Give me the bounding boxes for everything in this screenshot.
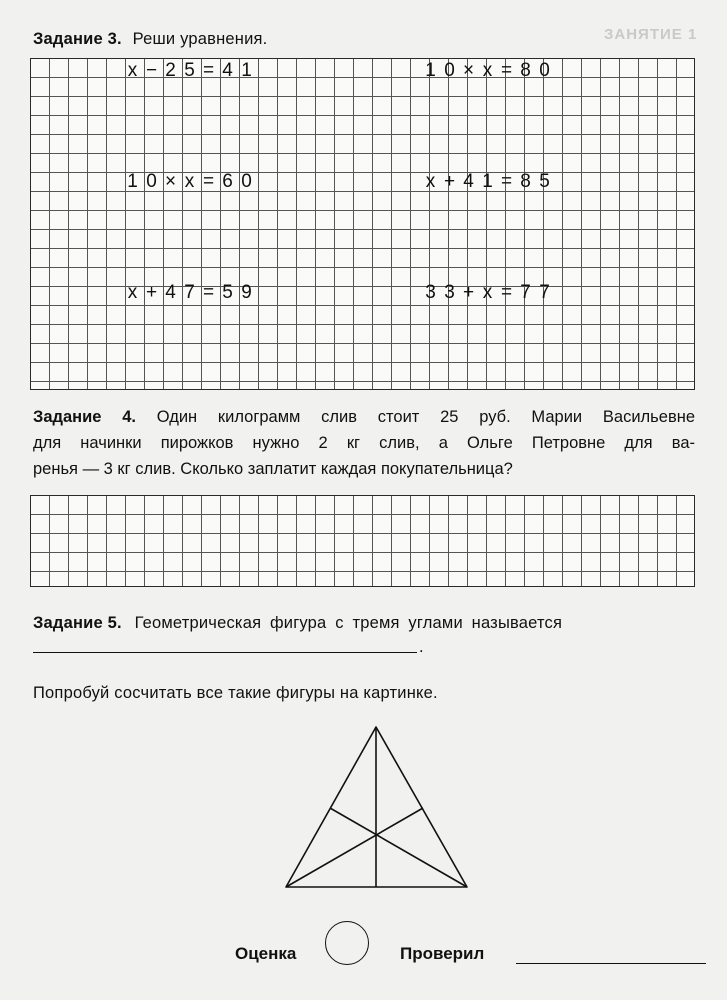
task4-line2: для начинки пирожков нужно 2 кг слив, а Ольге Петровне для ва- xyxy=(33,434,695,452)
equation-char: 9 xyxy=(241,282,252,303)
equation-char: = xyxy=(500,282,513,303)
checked-label: Проверил xyxy=(400,944,485,963)
task3-answer-grid[interactable] xyxy=(30,58,695,390)
equation-char: x xyxy=(482,60,493,81)
task5-label: Задание 5. xyxy=(33,614,122,632)
equation-char: x xyxy=(482,282,493,303)
task5-prompt: Попробуй сосчитать все такие фигуры на картинке. xyxy=(33,684,438,702)
task5-text: Геометрическая фигура с тремя углами называется xyxy=(134,614,563,632)
bleed-through-text: ЗАНЯТИЕ 1 xyxy=(604,26,698,43)
equation-char: = xyxy=(500,171,513,192)
equation-char: 1 xyxy=(127,171,138,192)
cevian-left xyxy=(286,808,423,887)
equation-char: + xyxy=(462,282,475,303)
equation-char: 6 xyxy=(222,171,233,192)
equation-6 xyxy=(421,283,554,302)
equation-char: = xyxy=(202,282,215,303)
equation-1 xyxy=(123,61,256,80)
equation-char: 8 xyxy=(520,60,531,81)
equation-char: 8 xyxy=(520,171,531,192)
equation-char: x xyxy=(127,282,138,303)
equation-char: 0 xyxy=(241,171,252,192)
equation-char: 1 xyxy=(425,60,436,81)
equation-char: 0 xyxy=(444,60,455,81)
task3-heading xyxy=(33,30,267,49)
equation-char: = xyxy=(202,60,215,81)
task4-label: Задание 4. xyxy=(33,408,136,426)
task4-text xyxy=(33,404,695,482)
equation-char: 3 xyxy=(444,282,455,303)
triangle-figure xyxy=(280,720,475,895)
equation-char: x xyxy=(184,171,195,192)
grade-circle[interactable] xyxy=(325,921,369,965)
equation-char: 7 xyxy=(539,282,550,303)
task5-answer-line[interactable] xyxy=(33,640,417,653)
equation-char: 5 xyxy=(539,171,550,192)
equation-char: 0 xyxy=(539,60,550,81)
equation-char: × xyxy=(462,60,475,81)
equation-5 xyxy=(123,283,256,302)
task3-text: Реши уравнения. xyxy=(132,30,268,48)
task5-heading xyxy=(33,614,695,633)
equation-char: 7 xyxy=(184,282,195,303)
equation-2 xyxy=(421,61,554,80)
equation-char: 4 xyxy=(165,282,176,303)
equation-char: 4 xyxy=(222,60,233,81)
equation-char: 2 xyxy=(165,60,176,81)
equation-char: 5 xyxy=(184,60,195,81)
task4-line3: ренья — 3 кг слив. Сколько заплатит каждая покупательница? xyxy=(33,460,513,478)
equation-3 xyxy=(123,172,256,191)
task3-label: Задание 3. xyxy=(33,30,122,48)
cevian-right xyxy=(330,808,467,887)
task5-period: . xyxy=(419,638,424,656)
equation-char: = xyxy=(202,171,215,192)
checked-signature-line[interactable] xyxy=(516,951,706,964)
equation-char: 7 xyxy=(520,282,531,303)
equation-char: − xyxy=(145,60,158,81)
equation-char: 4 xyxy=(463,171,474,192)
equation-char: + xyxy=(443,171,456,192)
equation-char: x xyxy=(425,171,436,192)
equation-4 xyxy=(421,172,554,191)
equation-char: 1 xyxy=(482,171,493,192)
equation-char: + xyxy=(145,282,158,303)
equation-char: = xyxy=(500,60,513,81)
equation-char: × xyxy=(164,171,177,192)
equation-char: x xyxy=(127,60,138,81)
equation-char: 0 xyxy=(146,171,157,192)
grade-label: Оценка xyxy=(235,944,297,963)
equation-char: 5 xyxy=(222,282,233,303)
task4-answer-grid[interactable] xyxy=(30,495,695,587)
equation-char: 1 xyxy=(241,60,252,81)
equation-char: 3 xyxy=(425,282,436,303)
task4-line1: Один килограмм слив стоит 25 руб. Марии Васильевне xyxy=(156,408,695,426)
